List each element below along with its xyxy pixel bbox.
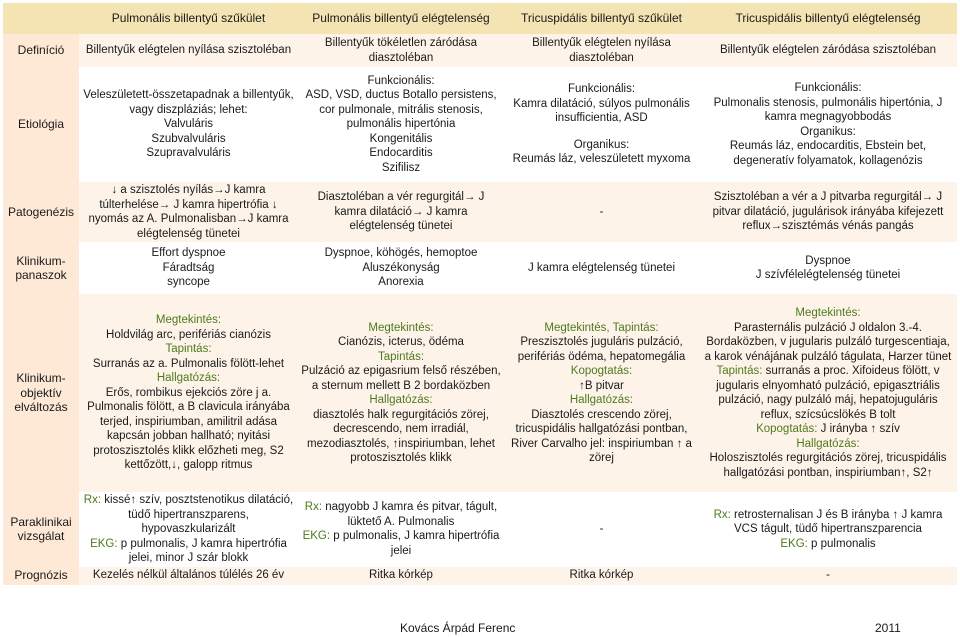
cell-patogenezis-c3: - bbox=[504, 182, 699, 242]
cell-etiologia-c1 bbox=[79, 67, 298, 182]
etiologia-c3-line: Kamra dilatáció, súlyos pulmonális insufficientia, ASD bbox=[513, 97, 690, 125]
panaszok-c4-line: J szívfélelégtelenség tünetei bbox=[755, 269, 901, 281]
cell-panaszok-c2 bbox=[298, 242, 504, 294]
paraklinikai-c4-ekg bbox=[702, 537, 954, 552]
row-label-definicio: Definíció bbox=[3, 34, 79, 67]
objektiv-c1-heading: Tapintás: bbox=[165, 343, 212, 356]
cell-etiologia-c3 bbox=[504, 67, 699, 182]
etiologia-c2-line: ASD, VSD, ductus Botallo persistens, cor pulmonale, mitrális stenosis, pulmonális hipertónia bbox=[305, 89, 497, 131]
cell-prognozis-c2: Ritka kórkép bbox=[298, 567, 504, 585]
etiologia-c4-line: Funkcionális: bbox=[794, 82, 862, 94]
etiologia-c2-line: Endocarditis bbox=[369, 147, 433, 160]
row-label-panaszok: Klinikum-panaszok bbox=[3, 242, 79, 294]
objektiv-c4-heading: Kopogtatás: bbox=[756, 423, 818, 435]
header-tricuspidalis-insufficientia: Tricuspidális billentyű elégtelenség bbox=[699, 3, 957, 34]
objektiv-c2-text: Cianózis, icterus, ödéma bbox=[338, 336, 464, 348]
header-tricuspidalis-stenosis: Tricuspidális billentyű szűkület bbox=[504, 3, 699, 34]
row-etiologia bbox=[3, 67, 957, 182]
objektiv-c1-text: Surranás az a. Pulmonalis fölött-lehet bbox=[92, 357, 285, 370]
etiologia-c1-line: Veleszületett-összetapadnak a billentyűk, vagy diszpláziás; lehet: bbox=[83, 89, 294, 116]
objektiv-c3-text: Preszisztolés juguláris pulzáció, perifériás ödéma, hepatomegália bbox=[517, 336, 686, 363]
objektiv-c1-text: Holdvilág arc, perifériás cianózis bbox=[106, 328, 271, 341]
cell-panaszok-c1 bbox=[79, 242, 298, 294]
objektiv-c4-heading: Hallgatózás: bbox=[796, 437, 860, 450]
paraklinikai-c1-rx bbox=[82, 493, 295, 537]
cell-definicio-c3: Billentyűk elégtelen nyílása diasztoléban bbox=[504, 34, 699, 67]
panaszok-c2-line: Dyspnoe, köhögés, hemoptoe bbox=[324, 247, 478, 260]
row-label-prognozis: Prognózis bbox=[3, 567, 79, 585]
etiologia-c1-line: Szupravalvuláris bbox=[146, 147, 231, 160]
cell-paraklinikai-c1 bbox=[79, 492, 298, 567]
cell-prognozis-c3: Ritka kórkép bbox=[504, 567, 699, 585]
objektiv-c2-heading: Megtekintés: bbox=[368, 321, 434, 334]
paraklinikai-c4-rx bbox=[702, 508, 954, 537]
cell-paraklinikai-c3: - bbox=[504, 492, 699, 567]
etiologia-c4-line: Organikus: bbox=[800, 125, 856, 138]
objektiv-c4-line bbox=[702, 364, 954, 422]
cell-paraklinikai-c2 bbox=[298, 492, 504, 567]
header-corner bbox=[3, 3, 79, 34]
objektiv-c4-text: Holoszisztolés regurgitációs zörej, tricuspidális hallgatózási pontban, inspiriumban↑, S2↑ bbox=[709, 452, 947, 479]
objektiv-c4-heading: Tapintás: bbox=[716, 365, 763, 377]
cell-definicio-c1: Billentyűk elégtelen nyílása szisztoléban bbox=[79, 34, 298, 67]
etiologia-c1-line: Valvuláris bbox=[164, 118, 213, 131]
objektiv-c1-heading: Megtekintés: bbox=[155, 314, 222, 327]
footer-author: Kovács Árpád Ferenc bbox=[400, 621, 516, 635]
objektiv-c3-text: ↑B pitvar bbox=[579, 379, 624, 392]
rx-label: Rx: bbox=[83, 494, 102, 506]
rx-label: Rx: bbox=[304, 501, 323, 514]
rx-text: kissé↑ szív, posztstenotikus dilatáció, tüdő hipertranszparens, hypovaszkularizált bbox=[101, 494, 294, 535]
objektiv-c4-heading: Megtekintés: bbox=[795, 307, 861, 319]
objektiv-c4-text: surranás a proc. Xifoideus fölött, v jugularis elnyomható pulzáció, epigasztriális pulzáció, nagy pulzáló máj, hepatojuguláris reflux, szícsúcslökés B tolt bbox=[716, 365, 940, 421]
cell-panaszok-c3: J kamra elégtelenség tünetei bbox=[504, 242, 699, 294]
row-label-paraklinikai: Paraklinikai vizsgálat bbox=[3, 492, 79, 567]
objektiv-c2-text: diasztolés halk regurgitációs zörej, decrescendo, nem irradiál, mezodiasztolés, ↑inspiriumban, lehet protoszisztolés klikk bbox=[307, 408, 495, 464]
panaszok-c1-line: syncope bbox=[167, 276, 210, 289]
row-definicio bbox=[3, 34, 957, 67]
ekg-text: p pulmonalis, J kamra hipertrófia jelei, minor J szár blokk bbox=[117, 537, 287, 564]
row-panaszok bbox=[3, 242, 957, 294]
etiologia-c4-line: Reumás láz, endocarditis, Ebstein bet, degeneratív folyamatok, kollagenózis bbox=[729, 140, 927, 167]
etiologia-c3-line: Organikus: bbox=[573, 138, 630, 151]
header-pulmonalis-insufficientia: Pulmonális billentyű elégtelenség bbox=[298, 3, 504, 34]
footer-year: 2011 bbox=[875, 621, 901, 635]
rx-text: retrosternalisan J és B irányba ↑ J kamra VCS tágult, tüdő hipertranszparencia bbox=[730, 508, 943, 535]
panaszok-c2-line: Anorexia bbox=[378, 276, 424, 289]
cell-patogenezis-c2: Diasztoléban a vér regurgitál→ J kamra dilatáció→ J kamra elégtelenség tünetei bbox=[298, 182, 504, 242]
objektiv-c1-text: Erős, rombikus ejekciós zöre j a. Pulmonalis fölött, a B clavicula irányába terjed, inspiriumban, amilitril adása kapcsán jobban hallható; nyitási protoszisztolés klikk előzheti meg, S2 kettőzött,↓, galopp ritmus bbox=[87, 386, 290, 472]
cell-objektiv-c4 bbox=[699, 294, 957, 492]
ekg-label: EKG: bbox=[302, 530, 331, 543]
objektiv-c4-text: Parasternális pulzáció J oldalon 3.-4. Bordaközben, v jugularis pulzáló turgescentiaja, a karok vénájának pulzáló tágulata, Harzer tünet bbox=[704, 321, 952, 363]
objektiv-c1-heading: Hallgatózás: bbox=[156, 372, 221, 385]
row-label-patogenezis: Patogenézis bbox=[3, 182, 79, 242]
objektiv-c2-text: Pulzáció az epigasrium felső részében, a sternum mellett B 2 bordaközben bbox=[301, 365, 501, 392]
cell-prognozis-c1: Kezelés nélkül általános túlélés 26 év bbox=[79, 567, 298, 585]
ekg-text: p pulmonalis, J kamra hipertrófia jelei bbox=[330, 530, 500, 557]
row-objektiv bbox=[3, 294, 957, 492]
objektiv-c3-heading: Kopogtatás: bbox=[570, 365, 633, 377]
row-paraklinikai bbox=[3, 492, 957, 567]
etiologia-c3-line: Reumás láz, veleszületett myxoma bbox=[512, 153, 691, 166]
etiologia-c4-line: Pulmonalis stenosis, pulmonális hipertónia, J kamra megnagyobbodás bbox=[713, 96, 943, 123]
etiologia-c3-line: Funkcionális: bbox=[567, 83, 636, 96]
cell-objektiv-c1 bbox=[79, 294, 298, 492]
panaszok-c1-line: Fáradtság bbox=[162, 261, 215, 274]
objektiv-c4-text: J irányba ↑ szív bbox=[820, 423, 900, 435]
objektiv-c3-text: Diasztolés crescendo zörej, tricuspidális hallgatózási pontban, River Carvalho jel: inspiriumban ↑ a zörej bbox=[511, 408, 692, 464]
row-label-etiologia: Etiológia bbox=[3, 67, 79, 182]
etiologia-c1-line: Szubvalvuláris bbox=[151, 132, 226, 145]
paraklinikai-c1-ekg bbox=[82, 537, 295, 566]
ekg-text: p pulmonalis bbox=[807, 537, 876, 550]
paraklinikai-c2-rx bbox=[301, 500, 501, 529]
cell-etiologia-c4 bbox=[699, 67, 957, 182]
cell-definicio-c4: Billentyűk elégtelen záródása szisztoléban bbox=[699, 34, 957, 67]
ekg-label: EKG: bbox=[780, 537, 808, 550]
row-prognozis bbox=[3, 567, 957, 585]
objektiv-c2-heading: Tapintás: bbox=[377, 350, 425, 363]
paraklinikai-c2-ekg bbox=[301, 529, 501, 558]
cell-definicio-c2: Billentyűk tökéletlen záródása diasztoléban bbox=[298, 34, 504, 67]
cell-prognozis-c4: - bbox=[699, 567, 957, 585]
cell-patogenezis-c4: Szisztoléban a vér a J pitvarba regurgitál→ J pitvar dilatáció, jugulárisok irányába kifejezett reflux→szisztémás vénás pangás bbox=[699, 182, 957, 242]
objektiv-c3-heading: Hallgatózás: bbox=[569, 394, 634, 406]
objektiv-c3-heading: Megtekintés, Tapintás: bbox=[544, 321, 659, 334]
objektiv-c2-heading: Hallgatózás: bbox=[369, 394, 433, 406]
etiologia-c2-line: Szifilisz bbox=[381, 161, 421, 174]
header-row bbox=[3, 3, 957, 34]
cell-objektiv-c2 bbox=[298, 294, 504, 492]
panaszok-c4-line: Dyspnoe bbox=[805, 254, 851, 267]
cell-panaszok-c4 bbox=[699, 242, 957, 294]
ekg-label: EKG: bbox=[90, 537, 118, 550]
cell-paraklinikai-c4 bbox=[699, 492, 957, 567]
etiologia-c2-line: Funkcionális: bbox=[367, 74, 435, 87]
row-patogenezis bbox=[3, 182, 957, 242]
etiologia-c2-line: Kongenitális bbox=[369, 132, 433, 145]
cell-objektiv-c3 bbox=[504, 294, 699, 492]
panaszok-c2-line: Aluszékonyság bbox=[362, 261, 440, 274]
objektiv-c4-line bbox=[702, 422, 954, 437]
cell-etiologia-c2 bbox=[298, 67, 504, 182]
rx-text: nagyobb J kamra és pitvar, tágult, lüktető A. Pulmonalis bbox=[322, 501, 498, 528]
panaszok-c1-line: Effort dyspnoe bbox=[151, 247, 226, 260]
header-pulmonalis-stenosis: Pulmonális billentyű szűkület bbox=[79, 3, 298, 34]
cell-patogenezis-c1: ↓ a szisztolés nyílás→J kamra túlterhelése→ J kamra hipertrófia ↓ nyomás az A. Pulmonalisban→J kamra elégtelenség tünetei bbox=[79, 182, 298, 242]
comparison-table bbox=[3, 3, 957, 585]
row-label-objektiv: Klinikum-objektív elváltozás bbox=[3, 294, 79, 492]
rx-label: Rx: bbox=[713, 508, 731, 521]
